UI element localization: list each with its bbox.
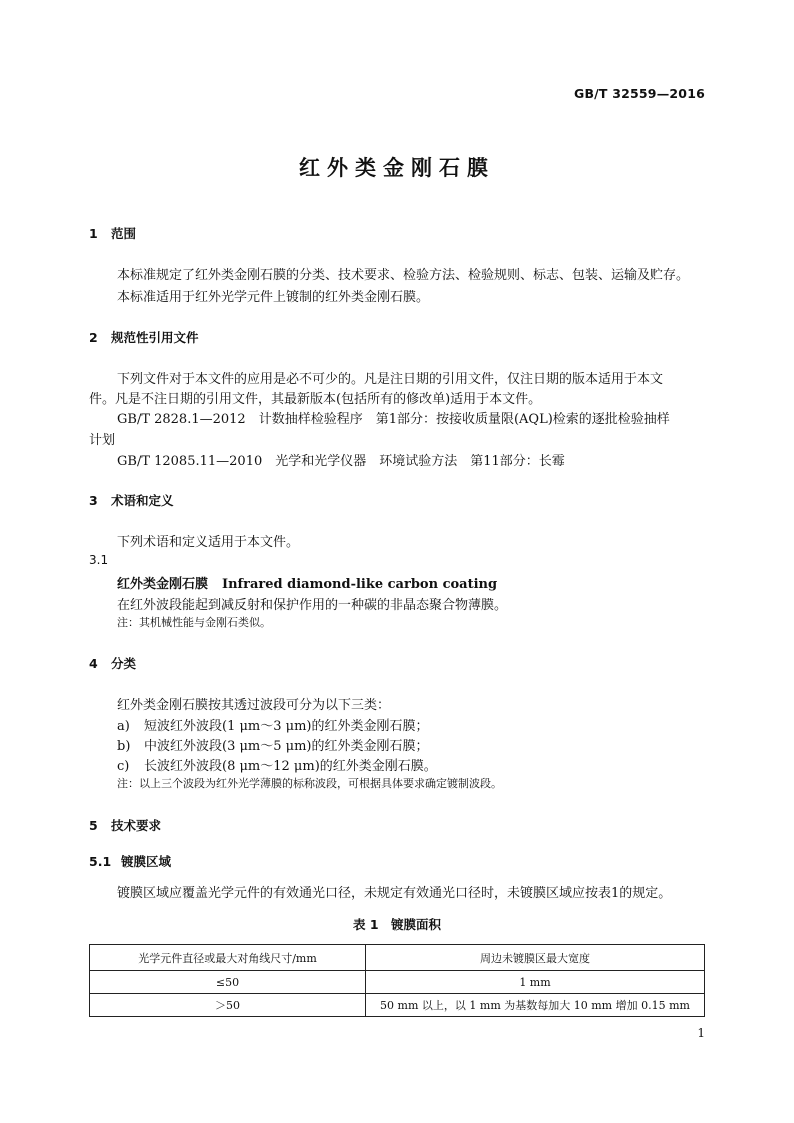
- table-header-cell: 周边未镀膜区最大宽度: [366, 945, 705, 971]
- section-title: 规范性引用文件: [111, 330, 199, 345]
- list-text: 中波红外波段(3 μm～5 μm)的红外类金刚石膜；: [144, 739, 429, 754]
- term-chinese: 红外类金刚石膜: [117, 577, 209, 592]
- section-1-heading: [89, 224, 136, 242]
- paragraph: 本标准适用于红外光学元件上镀制的红外类金刚石膜。: [117, 290, 430, 305]
- paragraph: 本标准规定了红外类金刚石膜的分类、技术要求、检验方法、检验规则、标志、包装、运输及贮存。: [117, 268, 690, 283]
- list-text: 短波红外波段(1 μm～3 μm)的红外类金刚石膜；: [144, 719, 429, 734]
- section-title: 分类: [111, 656, 137, 671]
- section-4-heading: [89, 654, 136, 672]
- list-item: [117, 735, 429, 754]
- normative-reference: GB/T 2828.1—2012 计数抽样检验程序 第1部分：按接收质量限(AQL)检索的逐批检验抽样: [117, 412, 670, 427]
- note: 注：以上三个波段为红外光学薄膜的标称波段，可根据具体要求确定镀制波段。: [117, 777, 502, 790]
- section-number: 1: [89, 226, 98, 241]
- subsection-title: 镀膜区域: [121, 854, 172, 869]
- table-row: [90, 994, 705, 1017]
- term-entry: [117, 573, 497, 592]
- coating-area-table: [89, 944, 705, 1017]
- term-definition: 在红外波段能起到减反射和保护作用的一种碳的非晶态聚合物薄膜。: [117, 598, 508, 613]
- table-header-row: [90, 945, 705, 971]
- table-cell: 50 mm 以上，以 1 mm 为基数每加大 10 mm 增加 0.15 mm: [366, 994, 705, 1017]
- page-number: 1: [697, 1026, 705, 1040]
- list-marker: b): [117, 739, 131, 754]
- standard-number: GB/T 32559—2016: [573, 86, 705, 101]
- subsection-number: 5.1: [89, 854, 112, 869]
- section-number: 4: [89, 656, 98, 671]
- normative-reference-continuation: 计划: [89, 433, 116, 448]
- list-marker: a): [117, 719, 130, 734]
- section-number: 3: [89, 493, 98, 508]
- section-number: 5: [89, 818, 98, 833]
- section-number: 2: [89, 330, 98, 345]
- list-item: [117, 715, 429, 734]
- list-item: [117, 755, 437, 774]
- section-2-heading: [89, 328, 199, 346]
- subsection-5-1-heading: [89, 852, 171, 870]
- paragraph: 红外类金刚石膜按其透过波段可分为以下三类：: [117, 698, 391, 713]
- section-title: 范围: [111, 226, 137, 241]
- list-text: 长波红外波段(8 μm～12 μm)的红外类金刚石膜。: [144, 759, 437, 774]
- paragraph-continuation: 件。凡是不注日期的引用文件，其最新版本(包括所有的修改单)适用于本文件。: [89, 392, 542, 407]
- table-title: 表 1 镀膜面积: [352, 917, 442, 932]
- section-5-heading: [89, 816, 161, 834]
- table-cell: 1 mm: [366, 971, 705, 994]
- note: 注：其机械性能与金刚石类似。: [117, 616, 271, 629]
- paragraph: 下列文件对于本文件的应用是必不可少的。凡是注日期的引用文件，仅注日期的版本适用于本文: [117, 372, 664, 387]
- paragraph: 下列术语和定义适用于本文件。: [117, 535, 300, 550]
- table-row: [90, 971, 705, 994]
- table-header-cell: 光学元件直径或最大对角线尺寸/mm: [90, 945, 366, 971]
- paragraph: 镀膜区域应覆盖光学元件的有效通光口径，未规定有效通光口径时，未镀膜区域应按表1的规定。: [117, 886, 672, 901]
- term-english: Infrared diamond-like carbon coating: [222, 577, 498, 592]
- document-title: 红外类金刚石膜: [299, 156, 495, 180]
- normative-reference: GB/T 12085.11—2010 光学和光学仪器 环境试验方法 第11部分：长霉: [117, 454, 565, 469]
- section-title: 术语和定义: [111, 493, 174, 508]
- table-cell: ≤50: [90, 971, 366, 994]
- term-number: 3.1: [89, 553, 109, 567]
- table-cell: ＞50: [90, 994, 366, 1017]
- section-title: 技术要求: [111, 818, 162, 833]
- section-3-heading: [89, 491, 174, 509]
- list-marker: c): [117, 759, 130, 774]
